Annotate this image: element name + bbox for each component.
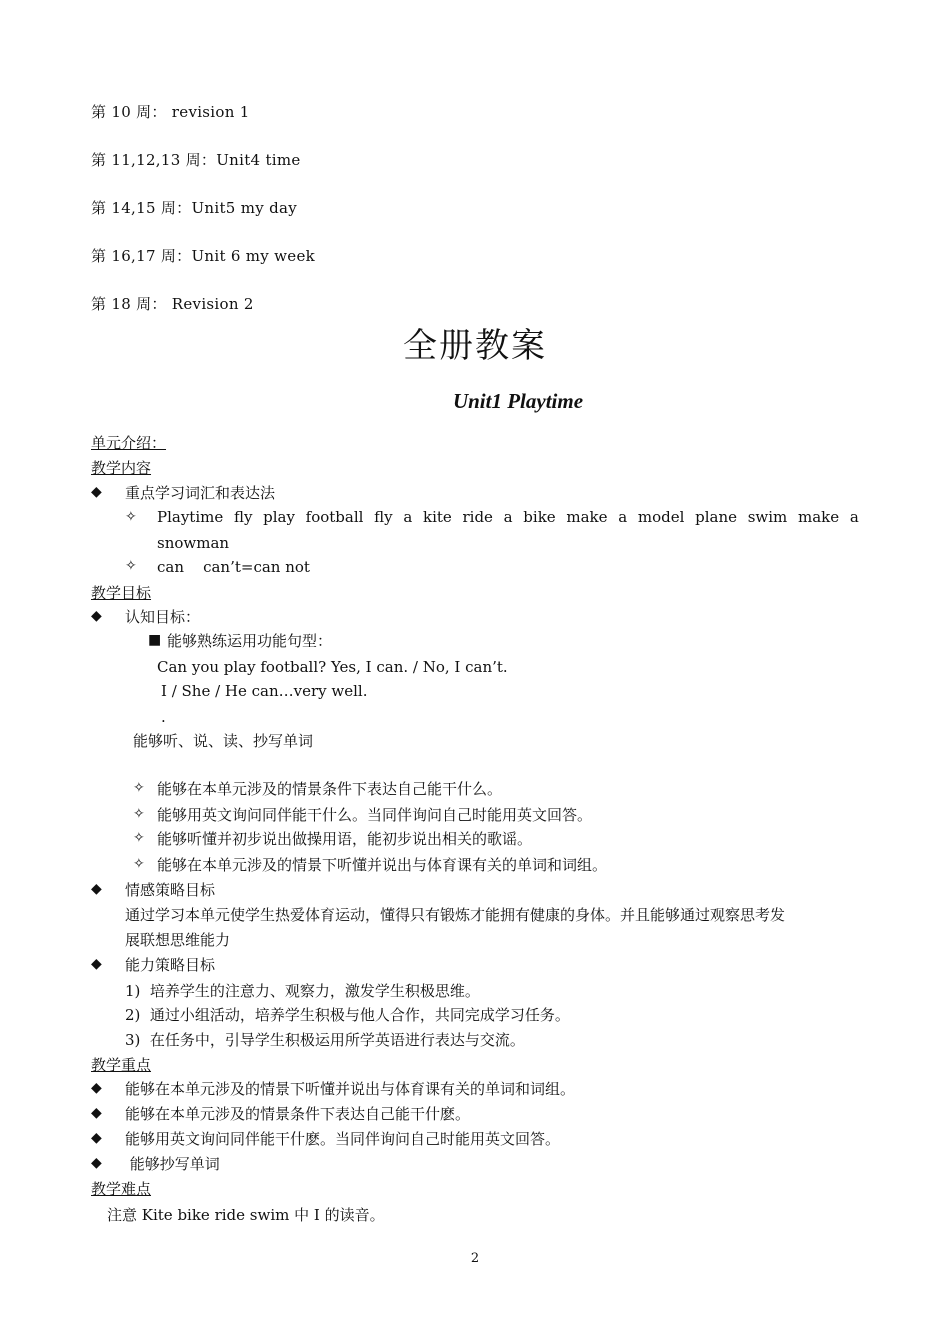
vocab-word: model bbox=[637, 508, 685, 526]
diamond-bullet-icon: ◆ bbox=[91, 608, 102, 624]
star-bullet-icon: ✧ bbox=[133, 856, 145, 872]
vocab-word: make bbox=[797, 508, 840, 526]
ability-item: 1) 培养学生的注意力、观察力，激发学生积极思维。 bbox=[125, 982, 480, 1000]
content-item-1: 重点学习词汇和表达法 bbox=[125, 484, 276, 502]
sentence-intro: 能够熟练运用功能句型： bbox=[167, 632, 333, 650]
ability-item: 2) 通过小组活动，培养学生积极与他人合作，共同完成学习任务。 bbox=[125, 1006, 570, 1024]
diamond-bullet-icon: ◆ bbox=[91, 881, 102, 897]
vocab-word: make bbox=[566, 508, 608, 526]
vocab-line bbox=[157, 508, 859, 526]
page-number: 2 bbox=[470, 1251, 480, 1266]
affective-text-1: 通过学习本单元使学生热爱体育运动，懂得只有锻炼才能拥有健康的身体。并且能够通过观察思考发 bbox=[125, 906, 786, 924]
schedule-line-2: 第 11,12,13 周：Unit4 time bbox=[91, 151, 301, 169]
star-bullet-icon: ✧ bbox=[133, 806, 145, 822]
star-bullet-icon: ✧ bbox=[125, 558, 137, 574]
ability-goal: 能力策略目标 bbox=[125, 956, 216, 974]
key-point: 能够在本单元涉及的情景条件下表达自己能干什麽。 bbox=[125, 1105, 471, 1123]
vocab-word: swim bbox=[747, 508, 788, 526]
diamond-bullet-icon: ◆ bbox=[91, 1105, 102, 1121]
sub-goal: 能够听懂并初步说出做操用语，能初步说出相关的歌谣。 bbox=[157, 830, 533, 848]
sub-goal: 能够在本单元涉及的情景条件下表达自己能干什么。 bbox=[157, 780, 503, 798]
content-item-2: can can’t=can not bbox=[157, 558, 310, 576]
vocab-word: bike bbox=[523, 508, 556, 526]
vocab-word: fly bbox=[374, 508, 393, 526]
vocab-word: Playtime bbox=[157, 508, 224, 526]
star-bullet-icon: ✧ bbox=[125, 509, 137, 525]
key-point: 能够抄写单词 bbox=[125, 1155, 220, 1173]
vocab-word: a bbox=[618, 508, 628, 526]
vocab-word: play bbox=[263, 508, 295, 526]
key-point: 能够用英文询问同伴能干什麽。当同伴询问自己时能用英文回答。 bbox=[125, 1130, 561, 1148]
goals-heading: 教学目标 bbox=[91, 584, 152, 602]
sentence-2: I / She / He can…very well. bbox=[161, 682, 368, 700]
vocab-word: a bbox=[503, 508, 513, 526]
unit-intro-heading: 单元介绍： bbox=[91, 434, 167, 452]
square-bullet-icon: ■ bbox=[148, 632, 162, 648]
vocab-word: a bbox=[849, 508, 859, 526]
schedule-line-3: 第 14,15 周：Unit5 my day bbox=[91, 199, 298, 217]
key-point: 能够在本单元涉及的情景下听懂并说出与体育课有关的单词和词组。 bbox=[125, 1080, 576, 1098]
schedule-line-4: 第 16,17 周：Unit 6 my week bbox=[91, 247, 316, 265]
star-bullet-icon: ✧ bbox=[133, 830, 145, 846]
sub-goal: 能够在本单元涉及的情景下听懂并说出与体育课有关的单词和词组。 bbox=[157, 856, 608, 874]
vocab-word: a bbox=[403, 508, 413, 526]
vocab-word: plane bbox=[695, 508, 737, 526]
cognitive-goal: 认知目标： bbox=[125, 608, 201, 626]
sentence-1: Can you play football? Yes, I can. / No, I can’t. bbox=[157, 658, 508, 676]
vocab-word: kite bbox=[422, 508, 452, 526]
star-bullet-icon: ✧ bbox=[133, 780, 145, 796]
diamond-bullet-icon: ◆ bbox=[91, 484, 102, 500]
schedule-line-1: 第 10 周： revision 1 bbox=[91, 103, 250, 121]
ability-item: 3) 在任务中，引导学生积极运用所学英语进行表达与交流。 bbox=[125, 1031, 525, 1049]
vocab-wrap: snowman bbox=[157, 534, 230, 552]
difficulty-heading: 教学难点 bbox=[91, 1180, 152, 1198]
vocab-word: ride bbox=[462, 508, 493, 526]
sub-goal: 能够用英文询问同伴能干什么。当同伴询问自己时能用英文回答。 bbox=[157, 806, 593, 824]
content-heading: 教学内容 bbox=[91, 459, 152, 477]
vocab-word: football bbox=[305, 508, 364, 526]
key-points-heading: 教学重点 bbox=[91, 1056, 152, 1074]
dot-line: . bbox=[161, 708, 166, 726]
difficulty-text: 注意 Kite bike ride swim 中 I 的读音。 bbox=[107, 1206, 385, 1224]
diamond-bullet-icon: ◆ bbox=[91, 1155, 102, 1171]
diamond-bullet-icon: ◆ bbox=[91, 1130, 102, 1146]
diamond-bullet-icon: ◆ bbox=[91, 956, 102, 972]
diamond-bullet-icon: ◆ bbox=[91, 1080, 102, 1096]
affective-goal: 情感策略目标 bbox=[125, 881, 216, 899]
unit-title: Unit1 Playtime bbox=[452, 389, 584, 413]
spell-goal: 能够听、说、读、抄写单词 bbox=[133, 732, 314, 750]
affective-text-2: 展联想思维能力 bbox=[125, 931, 231, 949]
schedule-line-5: 第 18 周： Revision 2 bbox=[91, 295, 254, 313]
vocab-word: fly bbox=[233, 508, 253, 526]
page-title: 全册教案 bbox=[403, 326, 547, 366]
